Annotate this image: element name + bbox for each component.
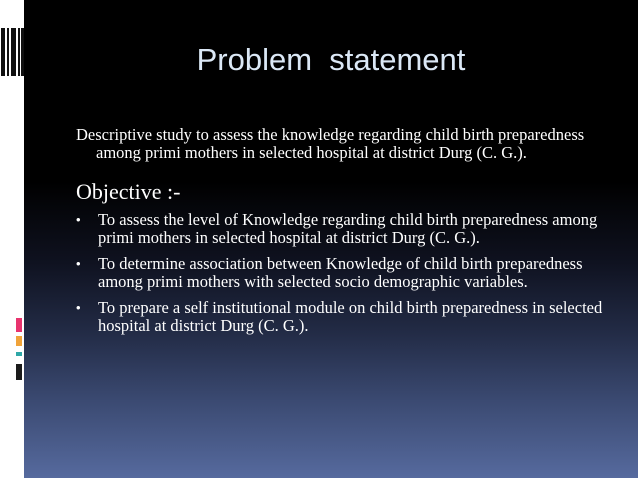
objective-item — [76, 299, 606, 334]
objective-heading: Objective :- — [76, 179, 181, 204]
bullet-dot-icon: • — [76, 256, 81, 271]
deco-block-teal — [16, 352, 22, 356]
deco-block-pink — [16, 318, 22, 332]
deco-block-orange — [16, 336, 22, 346]
bullet-dot-icon: • — [76, 212, 81, 227]
slide-content — [76, 126, 606, 343]
deco-block-dark — [16, 364, 22, 380]
objective-item — [76, 211, 606, 246]
intro-paragraph: Descriptive study to assess the knowledge regarding child birth preparedness among primi mothers in selected hospital at district Durg (C. G.). — [76, 125, 585, 162]
objective-item — [76, 255, 606, 290]
objective-text: To assess the level of Knowledge regarding child birth preparedness among primi mothers in selected hospital at district Durg (C. G.). — [98, 210, 598, 247]
bullet-dot-icon: • — [76, 300, 81, 315]
slide-title: Problem statement — [196, 42, 466, 77]
objectives-list — [76, 211, 606, 334]
bottom-left-color-blocks — [16, 318, 24, 392]
objective-text: To prepare a self institutional module on child birth preparedness in selected hospital at district Durg (C. G.). — [98, 298, 603, 335]
objective-text: To determine association between Knowledge of child birth preparedness among primi mothers with selected socio demographic variables. — [98, 254, 583, 291]
